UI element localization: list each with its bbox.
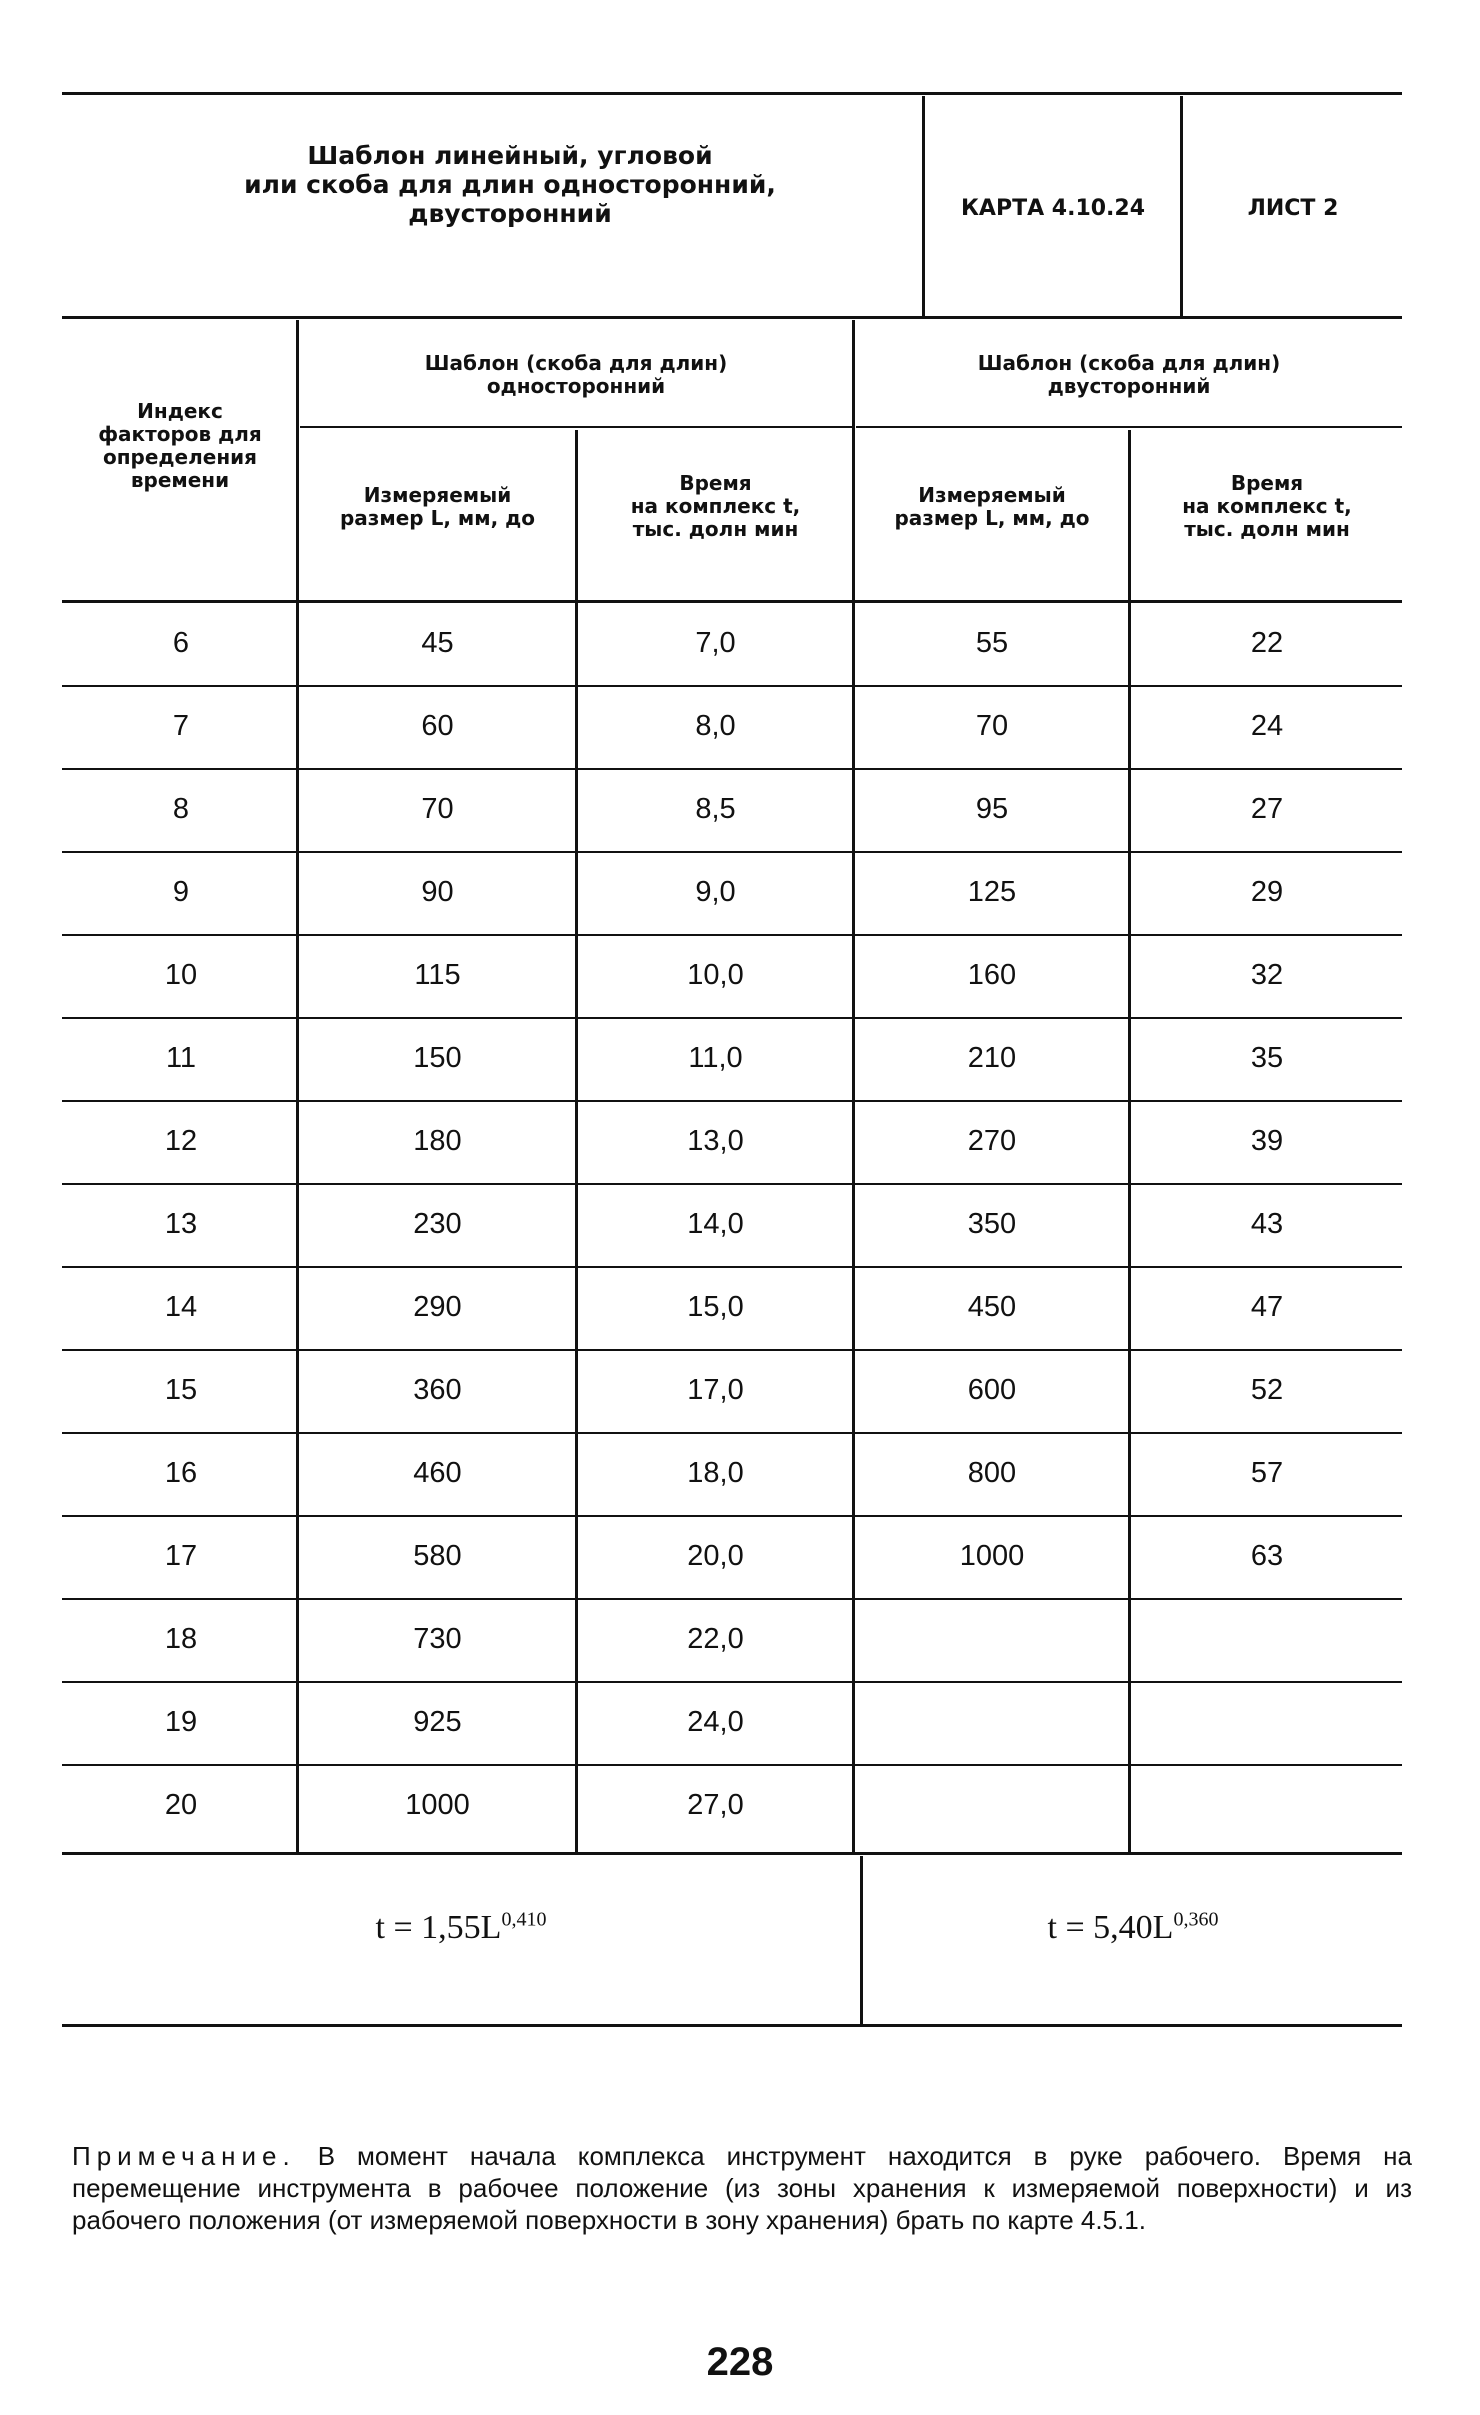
cell-time-two-sided: 57 [1250, 1457, 1284, 1489]
sheet-number: ЛИСТ 2 [1247, 196, 1339, 221]
cell-time-two-sided [1132, 1683, 1402, 1762]
cell-time-two-sided: 52 [1250, 1374, 1284, 1406]
col-divider-index [296, 320, 299, 1852]
group1-underline [300, 426, 852, 428]
cell-size-one-sided: 730 [413, 1623, 462, 1655]
cell-size-two-sided: 160 [967, 959, 1017, 991]
cell-index: 15 [164, 1374, 198, 1406]
cell-size-two-sided [856, 1600, 1128, 1679]
cell-index: 13 [164, 1208, 198, 1240]
cell-size-two-sided [856, 1683, 1128, 1762]
cell-size-one-sided: 925 [413, 1706, 462, 1738]
cell-index: 6 [172, 627, 190, 659]
cell-time-two-sided [1132, 1600, 1402, 1679]
cell-size-two-sided: 1000 [959, 1540, 1025, 1572]
cell-size-two-sided: 210 [967, 1042, 1017, 1074]
header-bottom-rule [62, 316, 1402, 319]
cell-time-one-sided: 22,0 [687, 1623, 744, 1655]
formula-right: $t = 5,40L^{0,360}$ [1047, 1908, 1219, 1946]
card-title [130, 142, 890, 228]
cell-index: 16 [164, 1457, 198, 1489]
cell-size-two-sided: 270 [967, 1125, 1017, 1157]
title-line-1: Шаблон линейный, угловой [307, 141, 713, 170]
cell-time-one-sided: 8,0 [695, 710, 736, 742]
cell-time-one-sided: 14,0 [687, 1208, 744, 1240]
note [72, 2140, 1412, 2236]
time2-header: Время на комплекс t, тыс. долн мин [1182, 471, 1352, 541]
page-number: 228 [706, 2340, 774, 2384]
cell-time-one-sided: 9,0 [695, 876, 736, 908]
cell-size-one-sided: 115 [414, 959, 461, 991]
cell-time-one-sided: 15,0 [687, 1291, 744, 1323]
cell-time-two-sided [1132, 1766, 1402, 1845]
cell-time-two-sided: 63 [1250, 1540, 1284, 1572]
cell-size-two-sided: 125 [967, 876, 1017, 908]
cell-time-two-sided: 47 [1250, 1291, 1284, 1323]
card-number: КАРТА 4.10.24 [960, 196, 1146, 221]
cell-time-two-sided: 27 [1250, 793, 1284, 825]
cell-size-one-sided: 460 [413, 1457, 462, 1489]
cell-time-one-sided: 18,0 [687, 1457, 744, 1489]
cell-size-one-sided: 360 [413, 1374, 462, 1406]
cell-size-one-sided: 60 [421, 710, 454, 742]
cell-time-one-sided: 11,0 [688, 1042, 743, 1074]
cell-size-two-sided: 55 [975, 627, 1009, 659]
cell-index: 20 [164, 1789, 198, 1821]
col-divider-group [852, 320, 855, 1852]
cell-size-one-sided: 580 [413, 1540, 462, 1572]
column-header-bottom-rule [62, 600, 1402, 603]
cell-size-two-sided: 800 [967, 1457, 1017, 1489]
index-header: Индекс факторов для определения времени [98, 399, 262, 492]
note-text: В момент начала комплекса инструмент находится в руке рабочего. Время на перемещение инструмента в рабочее положение (из зоны хранения к измеряемой поверхности) и из рабочего положения (от измеряемой поверхности в зону хранения) брать по карте 4.5.1. [72, 2141, 1412, 2235]
cell-size-two-sided: 600 [967, 1374, 1017, 1406]
cell-index: 12 [164, 1125, 198, 1157]
cell-index: 7 [172, 710, 190, 742]
time1-header: Время на комплекс t, тыс. долн мин [630, 471, 801, 541]
col-divider-time2 [1128, 430, 1131, 1852]
cell-time-one-sided: 20,0 [687, 1540, 744, 1572]
cell-index: 8 [172, 793, 190, 825]
group1-header: Шаблон (скоба для длин) односторонний [424, 351, 728, 398]
size2-header: Измеряемый размер L, мм, до [894, 483, 1090, 530]
cell-index: 19 [164, 1706, 198, 1738]
cell-time-two-sided: 32 [1250, 959, 1284, 991]
cell-time-two-sided: 24 [1250, 710, 1284, 742]
cell-time-one-sided: 27,0 [687, 1789, 744, 1821]
cell-time-one-sided: 10,0 [687, 959, 744, 991]
formula-top-rule [62, 1852, 1402, 1855]
formula-left: $t = 1,55L^{0,410}$ [375, 1908, 547, 1946]
cell-time-two-sided: 35 [1250, 1042, 1284, 1074]
cell-size-one-sided: 290 [413, 1291, 462, 1323]
cell-time-one-sided: 7,0 [695, 627, 736, 659]
formula-divider [860, 1856, 863, 2024]
cell-index: 17 [164, 1540, 198, 1572]
cell-size-one-sided: 180 [413, 1125, 462, 1157]
group2-underline [856, 426, 1402, 428]
cell-size-one-sided: 70 [421, 793, 454, 825]
cell-time-one-sided: 13,0 [687, 1125, 744, 1157]
cell-time-two-sided: 43 [1250, 1208, 1284, 1240]
col-divider-time1 [575, 430, 578, 1852]
header-divider-1 [922, 96, 925, 316]
cell-size-one-sided: 1000 [405, 1789, 470, 1821]
cell-size-two-sided: 70 [975, 710, 1009, 742]
header-divider-2 [1180, 96, 1183, 316]
cell-time-two-sided: 39 [1250, 1125, 1284, 1157]
cell-index: 11 [165, 1042, 197, 1074]
cell-index: 9 [172, 876, 190, 908]
cell-size-one-sided: 90 [421, 876, 454, 908]
cell-time-one-sided: 24,0 [687, 1706, 744, 1738]
cell-time-one-sided: 17,0 [687, 1374, 744, 1406]
cell-size-one-sided: 230 [413, 1208, 462, 1240]
header-top-rule [62, 92, 1402, 95]
group2-header: Шаблон (скоба для длин) двусторонний [977, 351, 1281, 398]
title-line-3: двусторонний [408, 198, 612, 228]
note-label: Примечание. [72, 2141, 296, 2171]
cell-index: 14 [164, 1291, 198, 1323]
cell-index: 10 [164, 959, 198, 991]
size1-header: Измеряемый размер L, мм, до [339, 483, 536, 530]
cell-size-two-sided: 95 [975, 793, 1009, 825]
cell-index: 18 [164, 1623, 198, 1655]
cell-size-one-sided: 45 [421, 627, 454, 659]
cell-time-one-sided: 8,5 [695, 793, 736, 825]
title-line-2: или скоба для длин односторонний, [244, 169, 776, 199]
cell-size-two-sided [856, 1766, 1128, 1845]
cell-size-two-sided: 450 [967, 1291, 1017, 1323]
cell-size-one-sided: 150 [413, 1042, 462, 1074]
cell-time-two-sided: 22 [1250, 627, 1284, 659]
formula-bottom-rule [62, 2024, 1402, 2027]
cell-time-two-sided: 29 [1250, 876, 1284, 908]
cell-size-two-sided: 350 [967, 1208, 1017, 1240]
